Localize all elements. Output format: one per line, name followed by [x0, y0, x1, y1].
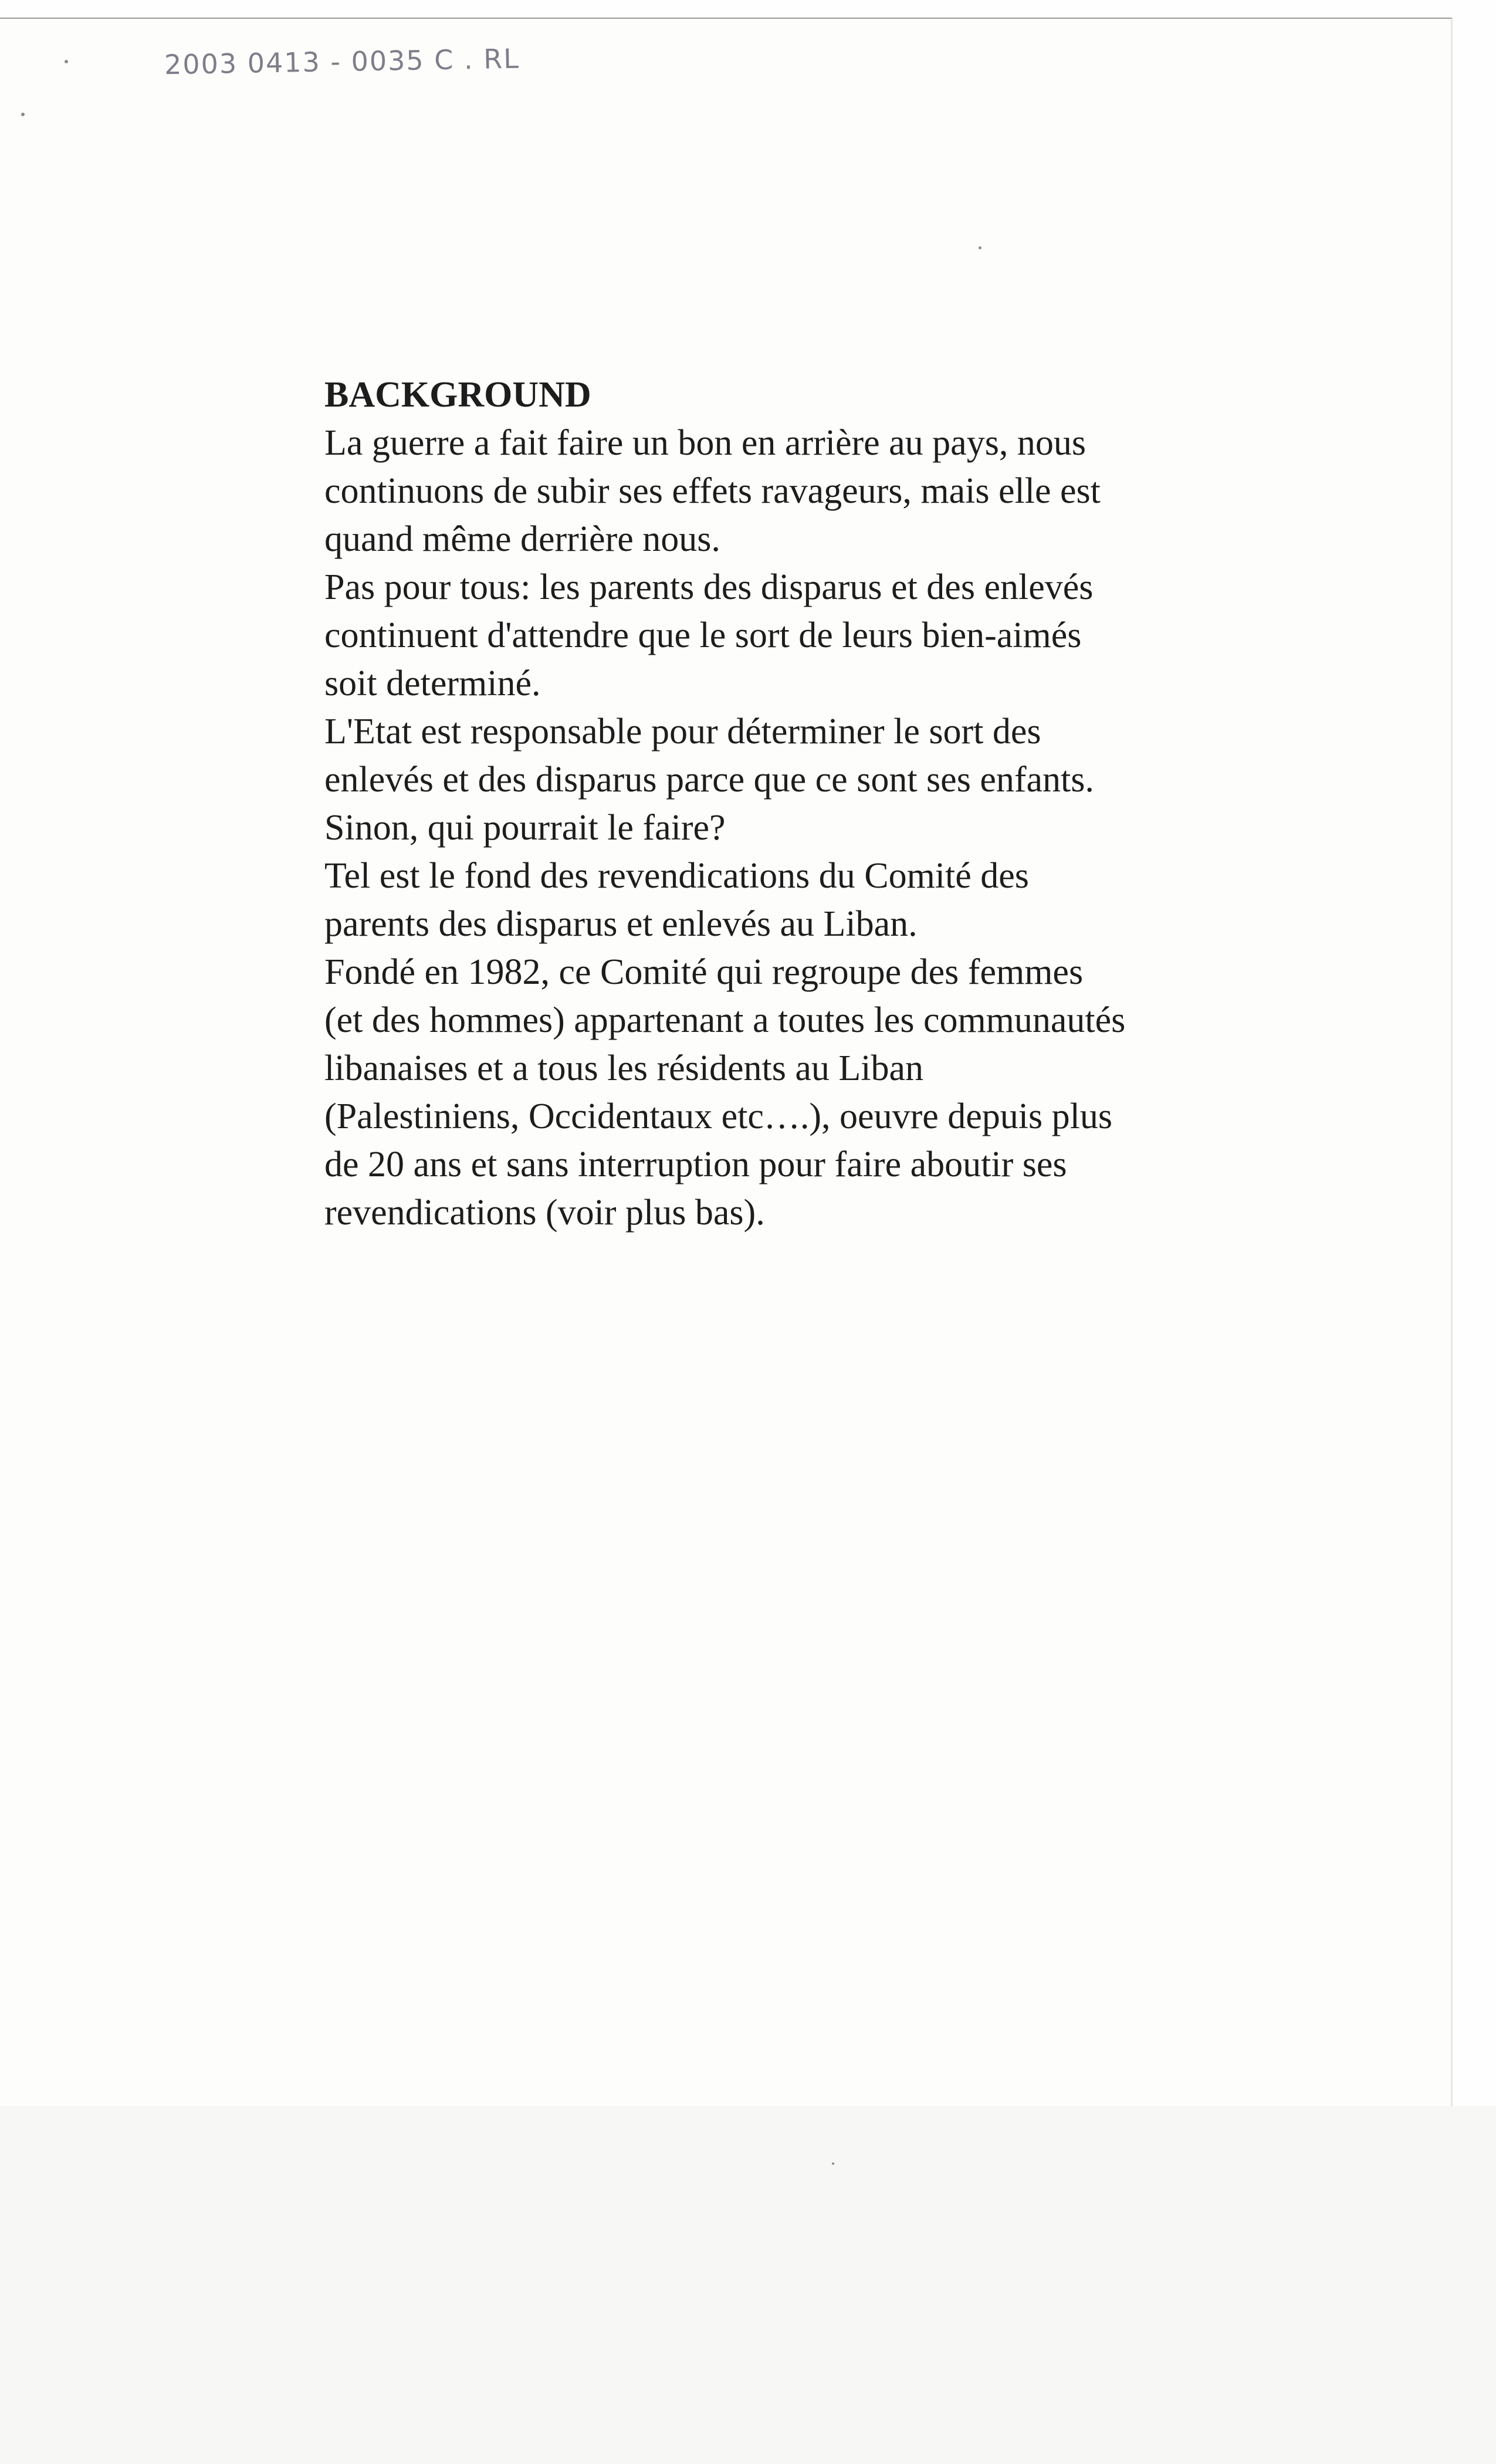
scan-speck: [979, 246, 981, 249]
scan-speck: [65, 60, 68, 63]
scanner-bed-margin: [0, 2106, 1496, 2464]
document-heading: BACKGROUND: [324, 375, 591, 415]
paragraph-parents-waiting: Pas pour tous: les parents des disparus et des enlevés continuent d'attendre que le sort de leurs bien-aimés soit determiné.: [324, 567, 1094, 703]
paper-sheet: [0, 18, 1453, 2106]
scan-speck: [832, 2162, 834, 2165]
document-body: [324, 371, 1263, 1237]
paragraph-state-responsibility: L'Etat est responsable pour déterminer le sort des enlevés et des disparus parce que ce sont ses enfants. Sinon, qui pourrait le faire?: [324, 712, 1094, 848]
paragraph-war-setback: La guerre a fait faire un bon en arrière au pays, nous continuons de subir ses effets ravageurs, mais elle est quand même derrière nous.: [324, 423, 1101, 559]
paragraph-committee-claims: Tel est le fond des revendications du Comité des parents des disparus et enlevés au Liban.: [324, 856, 1029, 944]
paragraph-committee-founding: Fondé en 1982, ce Comité qui regroupe des femmes (et des hommes) appartenant a toutes les communautés libanaises et a tous les résidents au Liban (Palestiniens, Occidentaux etc….), oeuvre depuis plus de 20 ans et sans interruption pour faire aboutir ses revendications (voir plus bas).: [324, 952, 1126, 1233]
handwritten-reference-number: 2003 0413 - 0035 C . RL: [164, 42, 520, 81]
scan-speck: [21, 113, 25, 116]
